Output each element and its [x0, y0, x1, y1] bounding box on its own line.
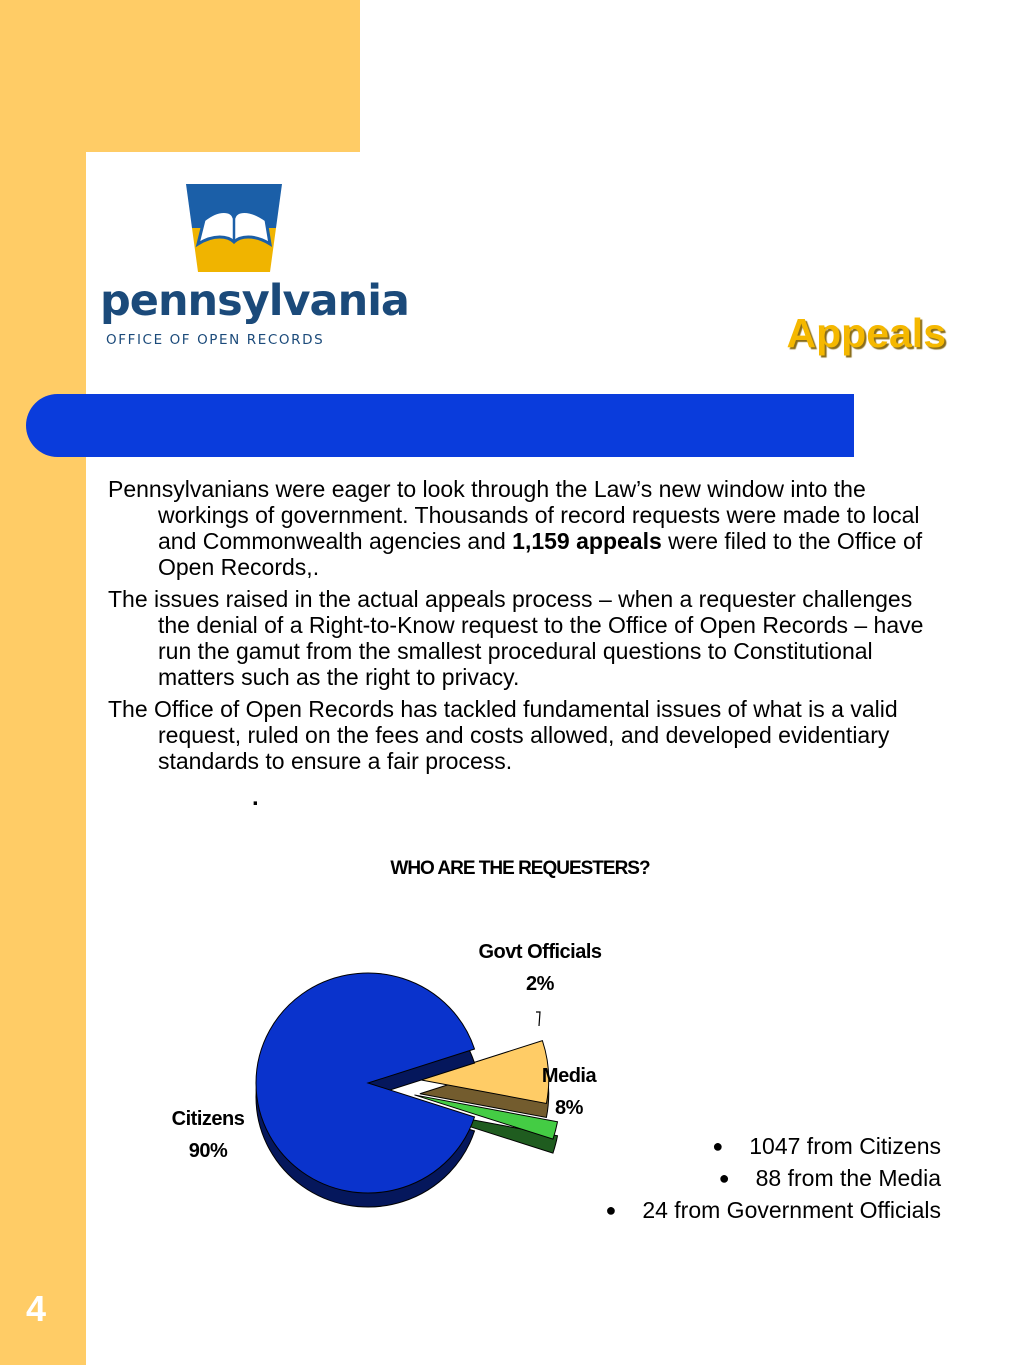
- stray-dot: .: [252, 784, 259, 811]
- body-text: [108, 476, 946, 780]
- paragraph-3: The Office of Open Records has tackled fundamental issues of what is a valid request, ruled on the fees and costs allowed, and developed evidentiary standards to ensure a fair process.: [108, 696, 898, 774]
- left-accent-band: [0, 0, 86, 1365]
- logo-subtitle: OFFICE OF OPEN RECORDS: [106, 332, 325, 348]
- slice-label-govt: [462, 936, 618, 1000]
- office-logo: [100, 180, 409, 352]
- citizens-percent: 90%: [188, 1140, 228, 1162]
- slide-title: Appeals: [786, 310, 946, 356]
- media-label: Media: [541, 1065, 597, 1087]
- requester-breakdown-list: [605, 1130, 941, 1226]
- slice-label-media: [530, 1060, 608, 1124]
- media-percent: 8%: [555, 1097, 583, 1119]
- list-item: ● 24 from Government Officials: [605, 1197, 941, 1223]
- bullet-icon: ●: [718, 1168, 730, 1188]
- chart-title: WHO ARE THE REQUESTERS?: [390, 858, 650, 879]
- govt-leader-line: [536, 1012, 540, 1026]
- list-item: ● 88 from the Media: [718, 1165, 941, 1191]
- slice-label-citizens: [160, 1103, 256, 1167]
- bullet-icon: ●: [605, 1200, 617, 1220]
- page-number: 4: [26, 1288, 47, 1329]
- list-item: ● 1047 from Citizens: [712, 1133, 941, 1159]
- govt-percent: 2%: [526, 973, 554, 995]
- top-accent-band: [86, 0, 360, 152]
- keystone-book-icon: [184, 180, 284, 274]
- title-underline-bar: [26, 394, 854, 457]
- paragraph-2: The issues raised in the actual appeals process – when a requester challenges the denial of a Right-to-Know request to the Office of Open Records – have run the gamut from the smallest procedural questions to Constitutional matters such as the right to privacy.: [108, 586, 924, 690]
- bullet-icon: ●: [712, 1136, 724, 1156]
- logo-wordmark: pennsylvania: [100, 276, 409, 326]
- govt-label: Govt Officials: [478, 941, 602, 963]
- citizens-label: Citizens: [171, 1108, 245, 1130]
- paragraph-1: Pennsylvanians were eager to look through the Law’s new window into the workings of government. Thousands of record requests were made to local and Commonwealth agencies and 1,159 appeals were filed to the Office of Open Records,.: [108, 476, 923, 580]
